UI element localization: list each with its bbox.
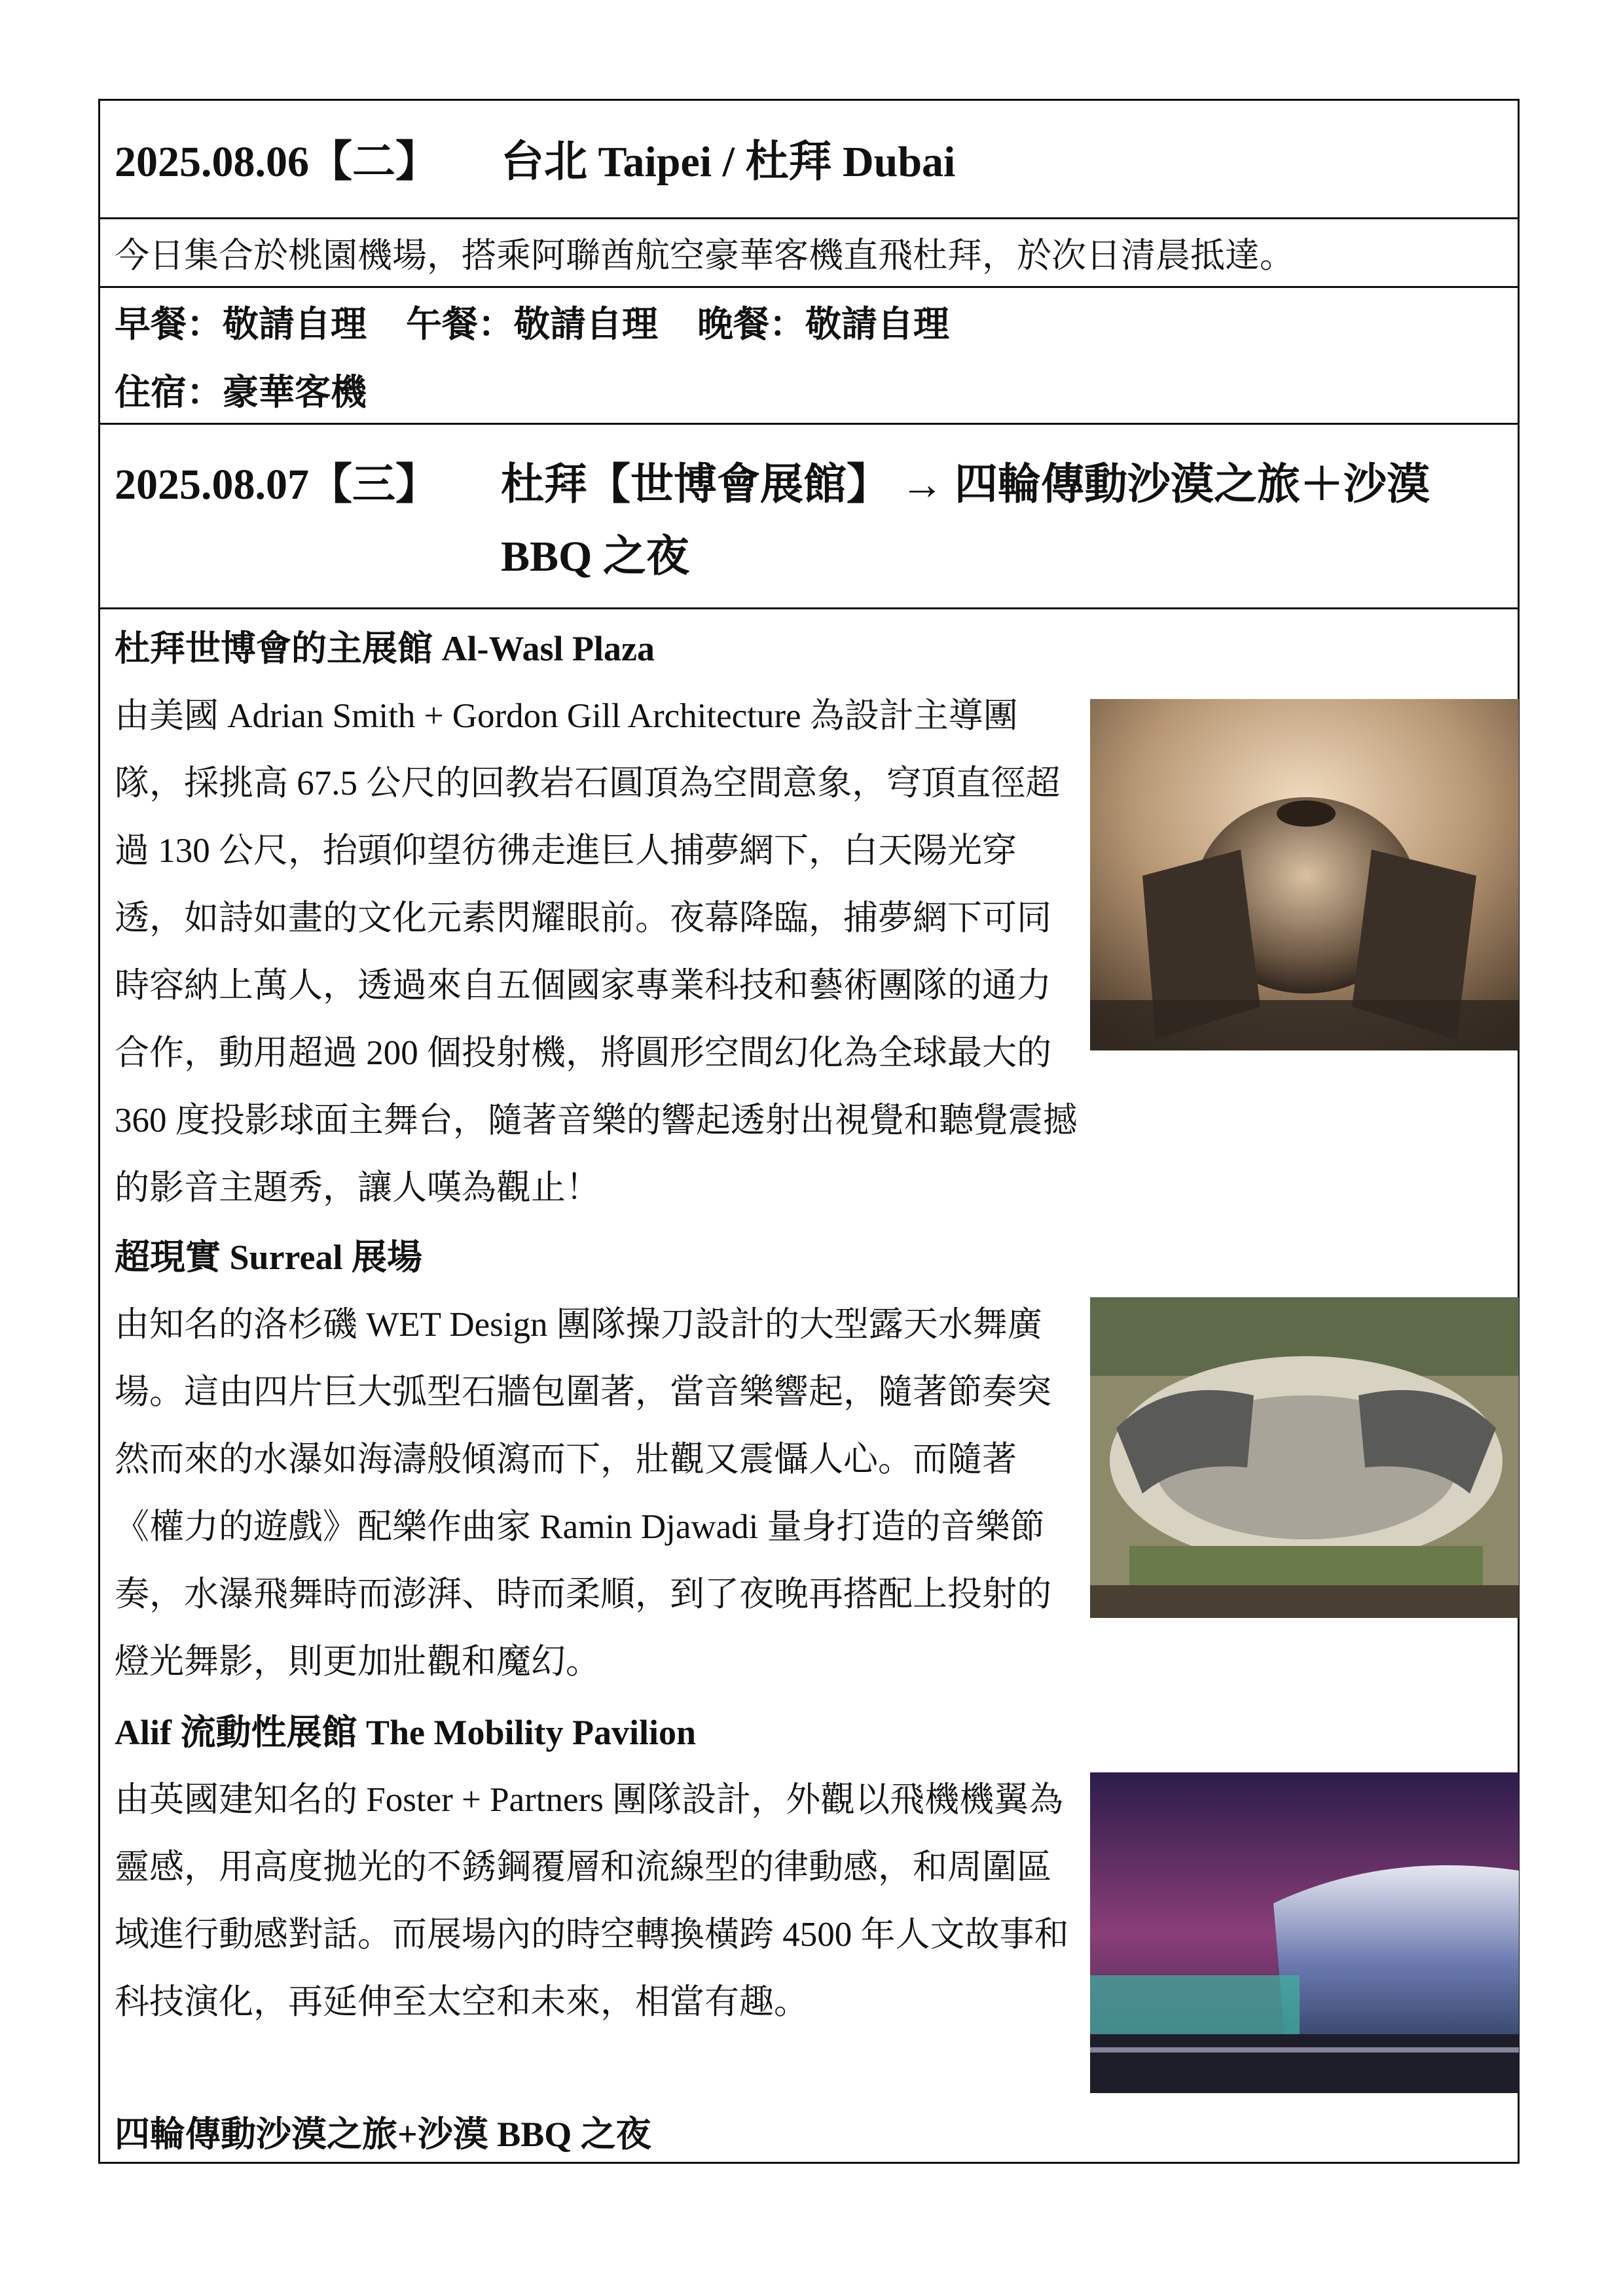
- breakfast-info: 早餐：敬請自理: [115, 304, 367, 344]
- section-title: Alif 流動性展館 The Mobility Pavilion: [115, 1713, 697, 1752]
- section-text: 由英國建知名的 Foster + Partners 團隊設計，外觀以飛機機翼為靈感，用高度拋光的不銹鋼覆層和流線型的律動感，和周圍區域進行動感對話。而展場內的時空轉換橫跨 4500 年人文故事和科技演化，再延伸至太空和未來，相當有趣。: [115, 1781, 1069, 2021]
- day1-route: 台北 Taipei / 杜拜 Dubai: [501, 138, 956, 186]
- section-desert-bbq: [115, 2101, 651, 2168]
- al-wasl-dome-photo: [1090, 699, 1519, 1050]
- day2-route-line2: BBQ 之夜: [501, 533, 689, 581]
- section-mobility: [115, 1699, 1084, 2036]
- day1-meals: [115, 291, 989, 358]
- lunch-info: 午餐：敬請自理: [406, 304, 659, 344]
- day1-lodging: 住宿：豪華客機: [115, 372, 367, 412]
- day2-header: [115, 449, 1430, 521]
- day2-date: 2025.08.07【三】: [115, 461, 439, 509]
- section-title: 四輪傳動沙漠之旅+沙漠 BBQ 之夜: [115, 2115, 651, 2154]
- dinner-info: 晚餐：敬請自理: [697, 304, 950, 344]
- day1-date: 2025.08.06【二】: [115, 138, 439, 186]
- section-text: 由美國 Adrian Smith + Gordon Gill Architecture 為設計主導團隊，採挑高 67.5 公尺的回教岩石圓頂為空間意象，穹頂直徑超過 130 公尺，抬頭仰望彷彿走進巨人捕夢網下，白天陽光穿透，如詩如畫的文化元素閃耀眼前。夜幕降臨，捕夢網下可同時容納上萬人，透過來自五個國家專業科技和藝術團隊的通力合作，動用超過 200 個投射機，將圓形空間幻化為全球最大的 360 度投影球面主舞台，隨著音樂的響起透射出視覺和聽覺震撼的影音主題秀，讓人嘆為觀止！: [115, 697, 1078, 1207]
- day1-description: 今日集合於桃園機場，搭乘阿聯酋航空豪華客機直飛杜拜，於次日清晨抵達。: [115, 237, 1294, 275]
- day1-header: [115, 126, 955, 198]
- section-al-wasl: [115, 615, 1084, 1222]
- row-divider: [100, 607, 1518, 609]
- section-title: 超現實 Surreal 展場: [115, 1238, 422, 1277]
- mobility-pavilion-photo: [1090, 1772, 1519, 2093]
- day2-route-line1: 杜拜【世博會展館】 → 四輪傳動沙漠之旅＋沙漠: [501, 461, 1430, 509]
- section-title: 杜拜世博會的主展館 Al-Wasl Plaza: [115, 629, 655, 668]
- row-divider: [100, 217, 1518, 219]
- section-text: 由知名的洛杉磯 WET Design 團隊操刀設計的大型露天水舞廣場。這由四片巨大弧型石牆包圍著，當音樂響起，隨著節奏突然而來的水瀑如海濤般傾瀉而下，壯觀又震懾人心。而隨著《權力的遊戲》配樂作曲家 Ramin Djawadi 量身打造的音樂節奏，水瀑飛舞時而澎湃、時而柔順，到了夜晚再搭配上投射的燈光舞影，則更加壯觀和魔幻。: [115, 1306, 1051, 1681]
- section-surreal: [115, 1224, 1084, 1696]
- surreal-water-feature-photo: [1090, 1297, 1519, 1618]
